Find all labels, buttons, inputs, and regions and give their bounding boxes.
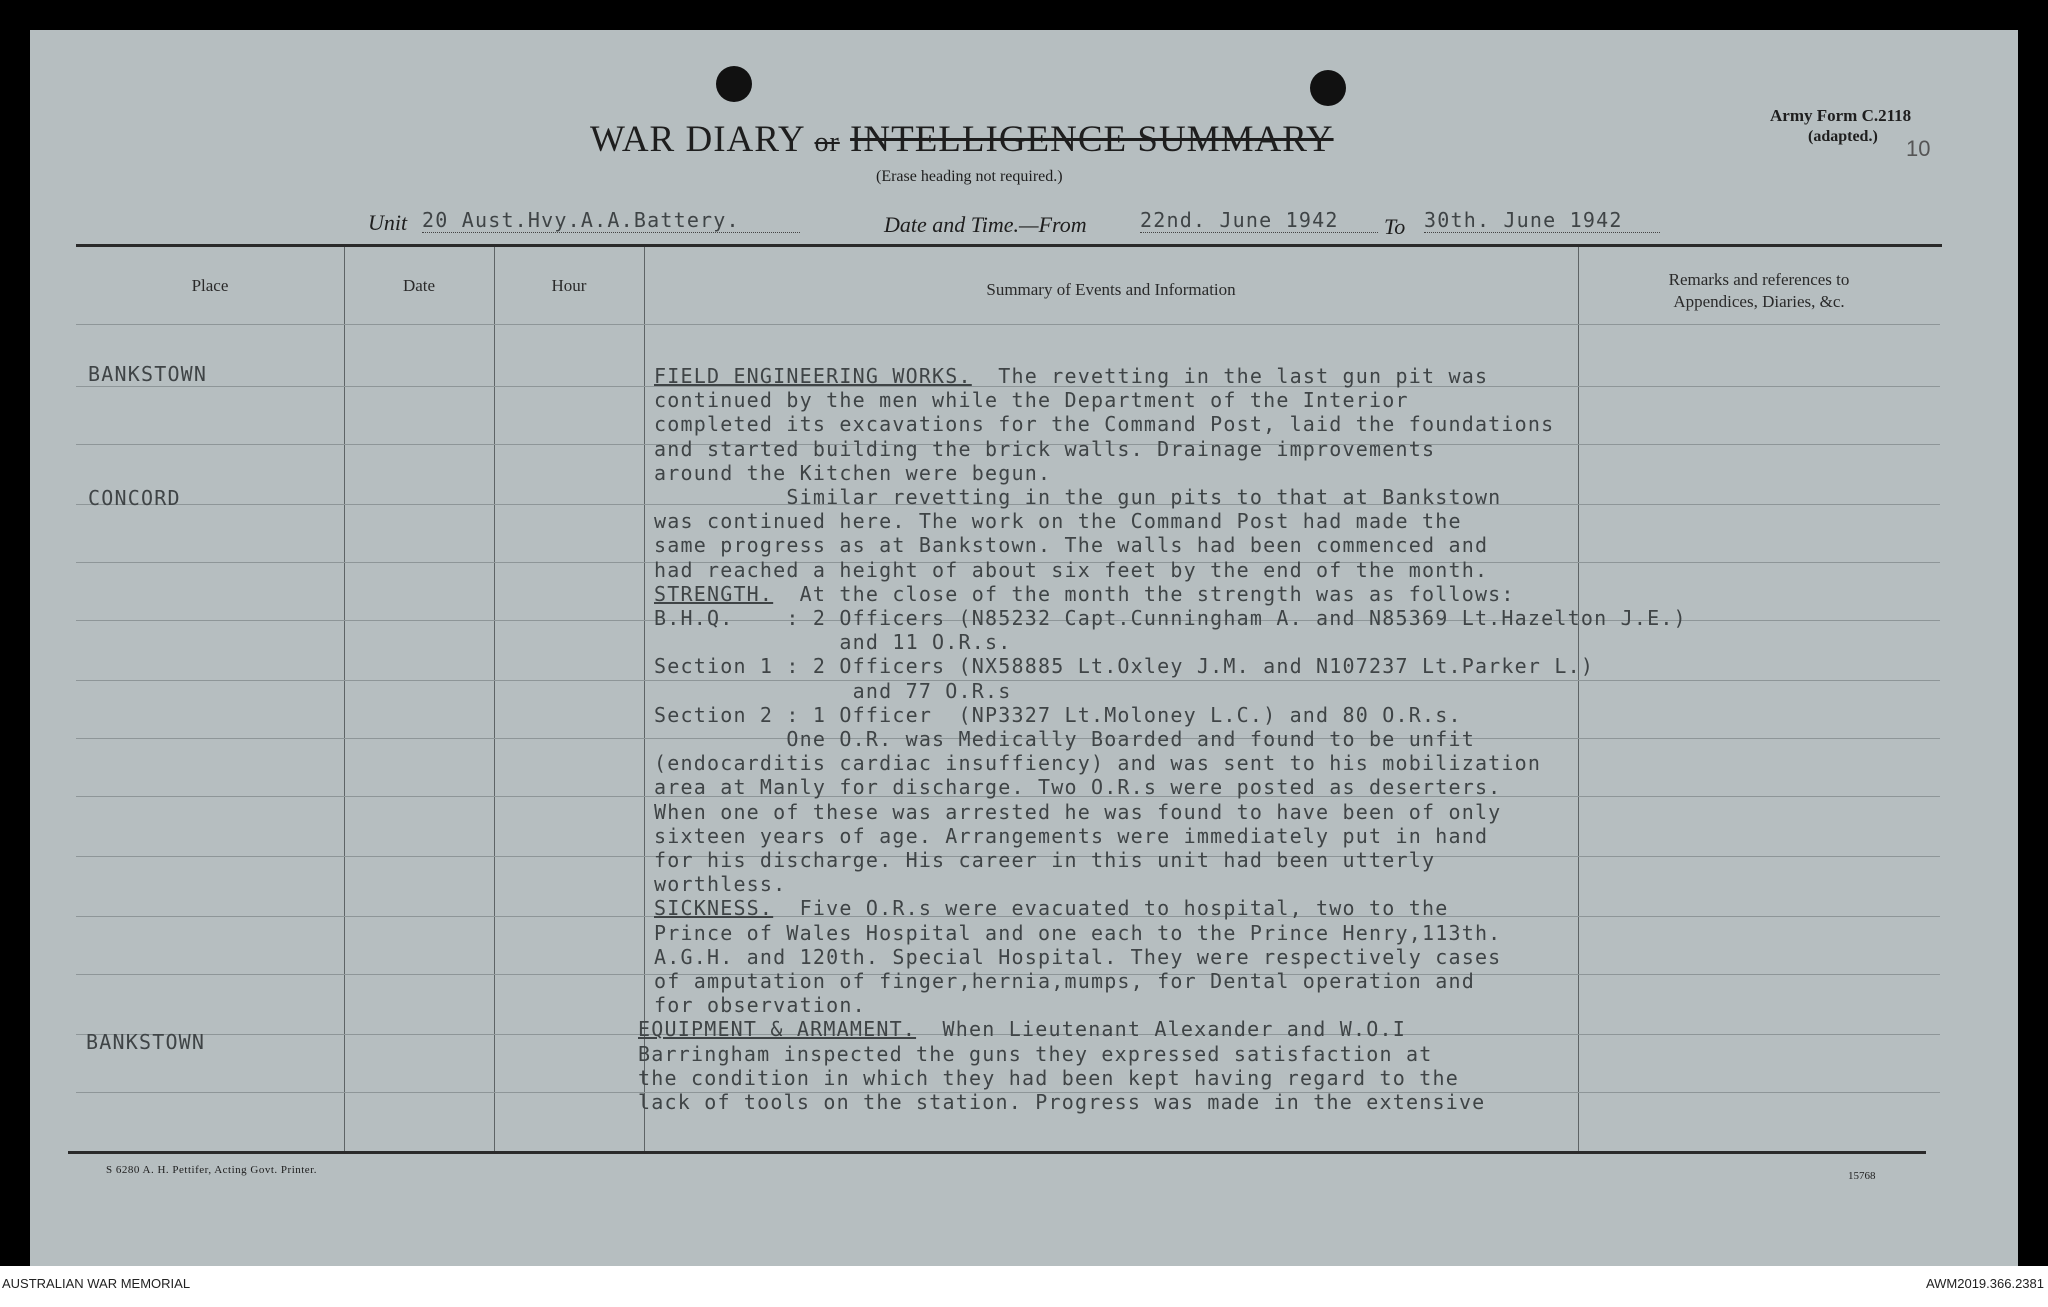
page-number: 10 [1906,136,1931,161]
summary-text: and 77 O.R.s [654,678,1012,703]
section-heading: EQUIPMENT & ARMAMENT. [638,1017,917,1042]
summary-line [654,848,1435,872]
col-head-remarks-1: Remarks and references to [1668,270,1850,289]
unit-label: Unit [368,210,408,235]
summary-text: Section 2 : 1 Officer (NP3327 Lt.Moloney L.C.) and 80 O.R.s. [654,702,1462,727]
form-number: 15768 [1848,1170,1876,1182]
summary-line [638,1042,1432,1066]
summary-text: The revetting in the last gun pit was [971,364,1489,388]
summary-line [654,921,1501,945]
archive-footer [0,1266,2048,1307]
summary-line [654,945,1501,969]
footer-left: AUSTRALIAN WAR MEMORIAL [2,1276,191,1291]
summary-line [654,582,1515,606]
page-subtitle: (Erase heading not required.) [876,168,1063,185]
summary-text: When one of these was arrested he was found to have been of only [654,799,1502,824]
place-concord: CONCORD [88,486,181,510]
col-divider-date [494,247,495,1151]
place-bankstown-2: BANKSTOWN [86,1030,206,1054]
summary-line [654,751,1541,775]
summary-line [638,1090,1485,1114]
title-or: or [814,127,840,158]
summary-line [654,630,1012,654]
summary-text: Five O.R.s were evacuated to hospital, two to the [773,896,1449,921]
summary-text: the condition in which they had been kept having regard to the [638,1065,1459,1090]
title-struck: INTELLIGENCE SUMMARY [850,119,1334,160]
summary-text: sixteen years of age. Arrangements were immediately put in hand [654,823,1489,848]
summary-line [654,606,1687,630]
summary-line [654,509,1462,533]
summary-line [654,533,1488,557]
summary-text: Section 1 : 2 Officers (NX58885 Lt.Oxley J.M. and N107237 Lt.Parker L.) [654,654,1595,679]
summary-text: and started building the brick walls. Drainage improvements [654,436,1436,461]
summary-line [654,727,1475,751]
col-head-date: Date [402,276,436,295]
summary-text: for his discharge. His career in this unit had been utterly [654,848,1436,872]
summary-line [654,993,866,1017]
summary-line [654,679,1012,703]
col-head-summary: Summary of Events and Information [986,280,1236,299]
printer-imprint: S 6280 A. H. Pettifer, Acting Govt. Printer. [106,1164,317,1176]
summary-text: One O.R. was Medically Boarded and found to be unfit [654,727,1475,751]
punch-hole-right [1310,70,1346,106]
summary-line [654,824,1488,848]
summary-text: worthless. [654,872,787,897]
date-label: Date and Time.—From [884,212,1087,237]
summary-line [638,1017,1406,1041]
army-form-label: Army Form C.2118 [1770,106,1912,125]
summary-text: of amputation of finger,hernia,mumps, for Dental operation and [654,969,1475,993]
punch-hole-left [716,66,752,102]
summary-line [654,364,1488,388]
col-divider-hour [644,247,645,1151]
adapted-label: (adapted.) [1808,128,1878,145]
summary-text: for observation. [654,993,866,1018]
summary-line [654,461,1051,485]
summary-text: around the Kitchen were begun. [654,460,1052,485]
summary-line [654,872,786,896]
summary-line [654,703,1462,727]
summary-line [654,412,1554,436]
col-divider-summary [1578,247,1579,1151]
summary-text: same progress as at Bankstown. The walls had been commenced and [654,533,1489,558]
summary-line [654,485,1501,509]
summary-text: and 11 O.R.s. [654,630,1012,655]
summary-text: area at Manly for discharge. Two O.R.s were posted as deserters. [654,775,1502,800]
table-bottom-rule [68,1151,1926,1154]
summary-line [654,388,1409,412]
table-top-rule [76,244,1942,247]
title-main: WAR DIARY [590,119,805,160]
footer-right: AWM2019.366.2381 [1925,1276,2044,1291]
col-head-hour: Hour [551,276,587,295]
summary-text: was continued here. The work on the Command Post had made the [654,509,1462,534]
unit-value: 20 Aust.Hvy.A.A.Battery. [422,208,800,233]
summary-text: completed its excavations for the Command Post, laid the foundations [654,412,1555,437]
summary-text: When Lieutenant Alexander and W.O.I [916,1017,1406,1042]
summary-text: continued by the men while the Department of the Interior [654,388,1409,413]
summary-text: Prince of Wales Hospital and one each to the Prince Henry,113th. [654,920,1502,945]
section-heading: STRENGTH. [654,581,774,606]
summary-line [654,896,1448,920]
col-head-place: Place [191,276,229,295]
section-heading: FIELD ENGINEERING WORKS. [654,364,972,388]
from-date: 22nd. June 1942 [1140,208,1378,233]
summary-line [638,1066,1459,1090]
summary-line [654,558,1488,582]
col-divider-place [344,247,345,1151]
to-label: To [1384,214,1406,239]
summary-text: Similar revetting in the gun pits to that at Bankstown [654,485,1502,509]
summary-text: A.G.H. and 120th. Special Hospital. They were respectively cases [654,944,1502,969]
summary-text: (endocarditis cardiac insuffiency) and was sent to his mobilization [654,751,1542,776]
summary-text: had reached a height of about six feet by the end of the month. [654,557,1489,582]
col-head-remarks-2: Appendices, Diaries, &c. [1673,292,1845,311]
summary-line [654,775,1501,799]
summary-text: At the close of the month the strength was as follows: [773,581,1515,606]
summary-text: lack of tools on the station. Progress was made in the extensive [638,1090,1486,1114]
place-bankstown-1: BANKSTOWN [88,362,208,386]
section-heading: SICKNESS. [654,896,774,921]
page-title [590,118,1334,161]
to-date: 30th. June 1942 [1424,208,1660,233]
summary-line [654,437,1435,461]
summary-line [654,654,1594,678]
summary-text: B.H.Q. : 2 Officers (N85232 Capt.Cunningham A. and N85369 Lt.Hazelton J.E.) [654,606,1687,630]
diary-page [30,30,2018,1266]
summary-line [654,969,1475,993]
summary-text: Barringham inspected the guns they expressed satisfaction at [638,1041,1433,1066]
summary-line [654,800,1501,824]
rule-line [76,324,1940,325]
